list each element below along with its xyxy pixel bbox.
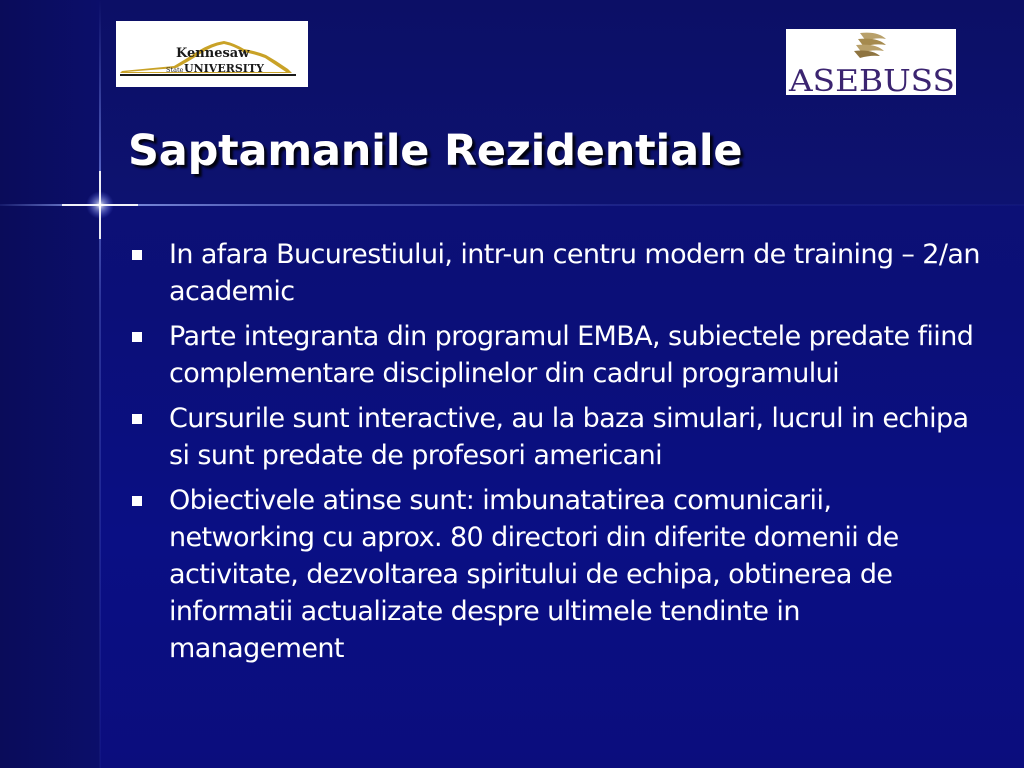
bullet-text: Parte integranta din programul EMBA, subiectele predate fiind complementare disciplinelor din cadrul programului xyxy=(169,321,974,389)
bullet-text: In afara Bucurestiului, intr-un centru modern de training – 2/an academic xyxy=(169,239,980,307)
square-bullet-icon xyxy=(132,250,142,260)
square-bullet-icon xyxy=(132,496,142,506)
sparkle-icon xyxy=(60,166,140,246)
list-item xyxy=(132,400,982,474)
horizontal-accent-line xyxy=(0,204,1024,206)
list-item xyxy=(132,482,982,667)
bullet-text: Obiectivele atinse sunt: imbunatatirea comunicarii, networking cu aprox. 80 directori din diferite domenii de activitate, dezvoltarea spiritului de echipa, obtinerea de informatii actualizate despre ultimele tendinte in management xyxy=(169,485,899,664)
asebuss-wing-icon xyxy=(786,29,956,95)
list-item xyxy=(132,236,982,310)
svg-text:UNIVERSITY: UNIVERSITY xyxy=(184,62,264,75)
bullet-text: Cursurile sunt interactive, au la baza simulari, lucrul in echipa si sunt predate de profesori americani xyxy=(169,403,969,471)
svg-text:Kennesaw: Kennesaw xyxy=(176,46,250,61)
svg-text:State: State xyxy=(166,66,184,74)
asebuss-logo xyxy=(786,29,956,95)
kennesaw-mountain-icon xyxy=(116,21,308,87)
svg-text:ASEBUSS: ASEBUSS xyxy=(787,64,955,95)
kennesaw-state-logo xyxy=(116,21,308,87)
list-item xyxy=(132,318,982,392)
square-bullet-icon xyxy=(132,414,142,424)
left-band xyxy=(0,0,100,768)
vertical-accent-line xyxy=(99,0,101,768)
square-bullet-icon xyxy=(132,332,142,342)
slide-title: Saptamanile Rezidentiale xyxy=(128,126,743,176)
bullet-list xyxy=(132,236,982,675)
